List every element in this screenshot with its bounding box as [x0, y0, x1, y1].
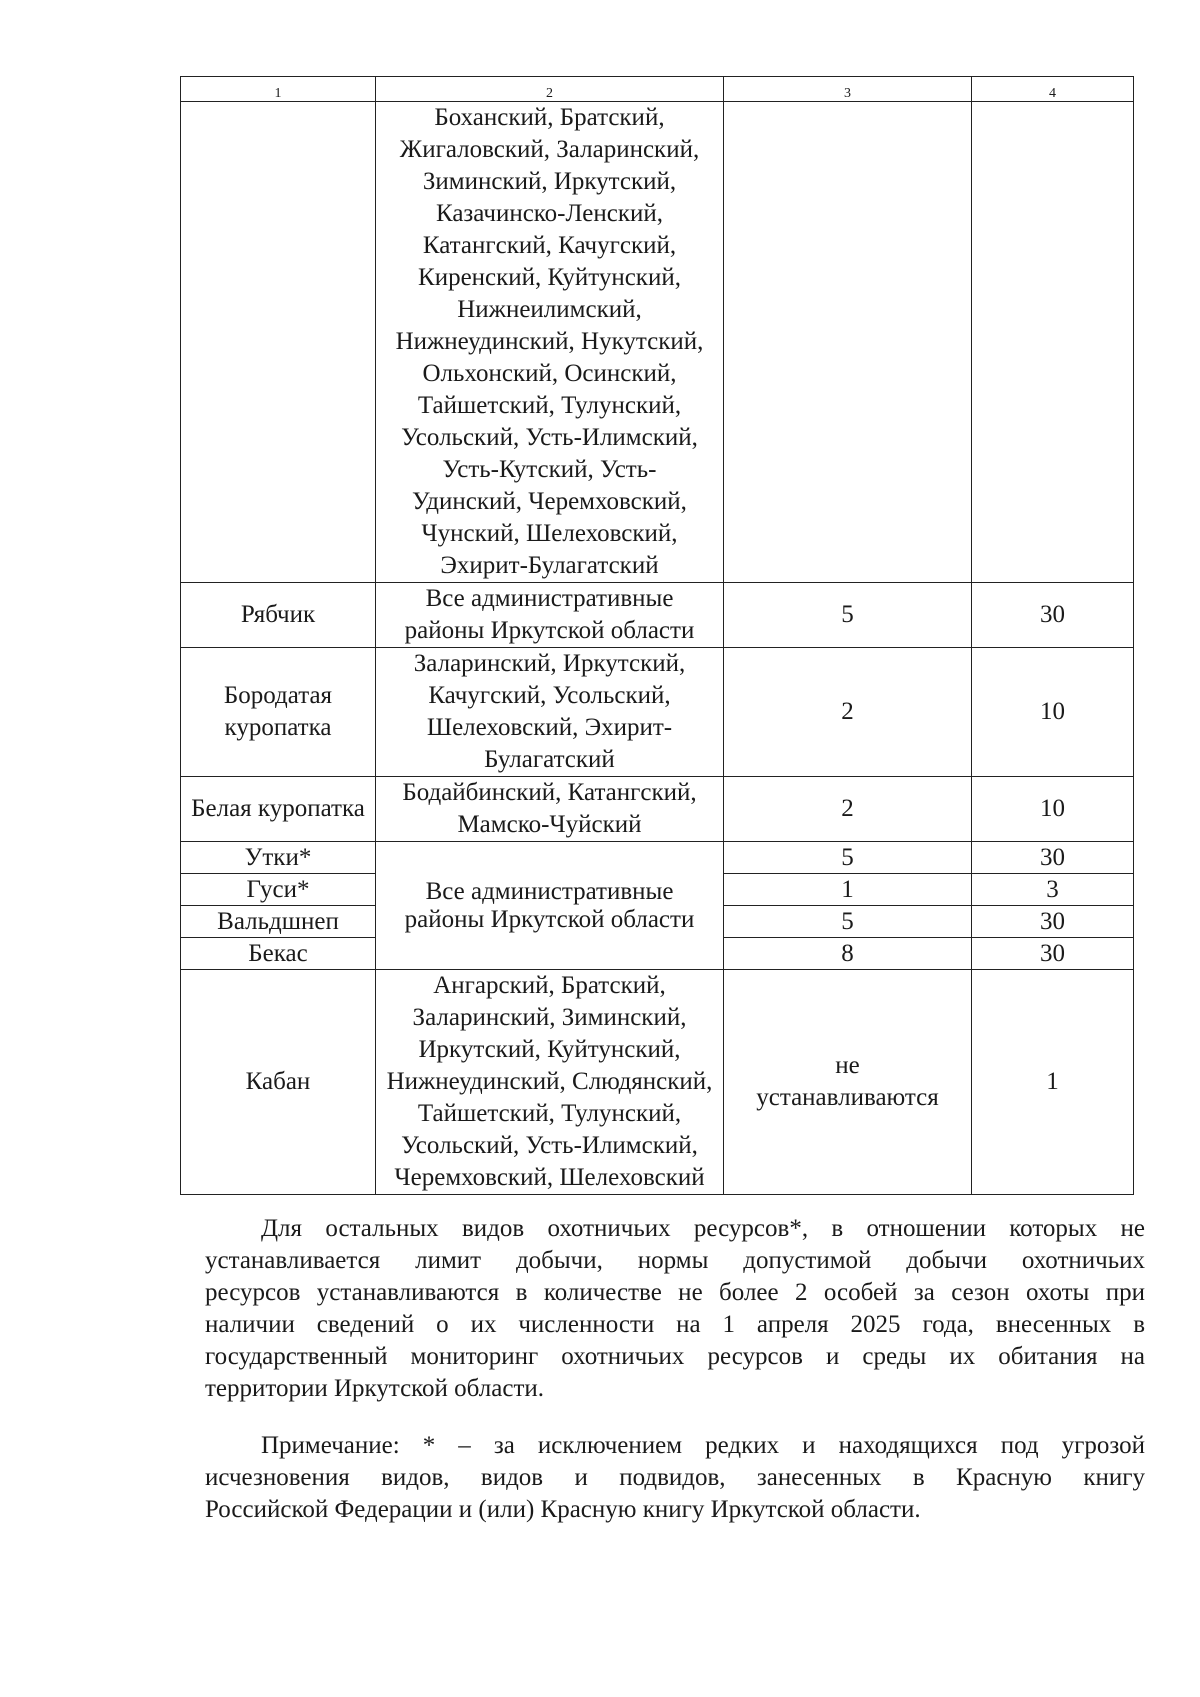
district-line: Иркутский, Куйтунский, [418, 1036, 681, 1063]
per-day-cell: 2 [724, 777, 972, 842]
district-line: Нижнеудинский, Нукутский, [395, 328, 704, 355]
header-col-4: 4 [972, 77, 1134, 102]
per-season-cell: 10 [972, 648, 1134, 777]
note-line: Российской Федерации и (или) Красную книгу Иркутской области. [205, 1496, 921, 1523]
per-day-cell: 1 [724, 874, 972, 906]
district-line: Заларинский, Зиминский, [412, 1004, 687, 1031]
district-line: Катангский, Качугский, [422, 232, 677, 259]
districts-cell [376, 842, 724, 970]
district-line: Заларинский, Иркутский, [413, 650, 686, 677]
district-line: Бодайбинский, Катангский, [402, 779, 697, 806]
paragraph-line: Для остальных видов охотничьих ресурсов*, в отношении которых не [261, 1215, 1145, 1242]
district-line: Усть-Кутский, Усть- [442, 456, 657, 483]
species-cell: Утки* [181, 842, 376, 874]
species-cell: Рябчик [181, 583, 376, 648]
per-season-cell: 10 [972, 777, 1134, 842]
per-day-cell [724, 102, 972, 583]
species-cell: Кабан [181, 970, 376, 1195]
district-line: Черемховский, Шелеховский [394, 1164, 705, 1191]
per-day-line: не [835, 1052, 860, 1079]
per-day-cell [724, 970, 972, 1195]
district-line: Все административные [425, 585, 674, 612]
paragraph-line: государственный мониторинг охотничьих ресурсов и среды их обитания на [205, 1343, 1145, 1370]
district-line: Усольский, Усть-Илимский, [401, 424, 698, 451]
species-cell [181, 102, 376, 583]
note-line: исчезновения видов, видов и подвидов, занесенных в Красную книгу [205, 1464, 1145, 1491]
district-line: Булагатский [484, 746, 615, 773]
district-line: Эхирит-Булагатский [440, 552, 659, 579]
district-line: районы Иркутской области [404, 905, 695, 933]
per-day-cell: 5 [724, 906, 972, 938]
district-line: Тайшетский, Тулунский, [417, 1100, 682, 1127]
district-line: Казачинско-Ленский, [435, 200, 664, 227]
district-line: Ольхонский, Осинский, [422, 360, 677, 387]
table-row-continued [181, 102, 1134, 583]
districts-cell [376, 648, 724, 777]
table-row-belaya [181, 777, 1134, 842]
table-row-ryabchik [181, 583, 1134, 648]
per-season-cell: 1 [972, 970, 1134, 1195]
per-season-cell: 30 [972, 842, 1134, 874]
per-season-cell: 30 [972, 906, 1134, 938]
species-line: Бородатая [223, 682, 333, 709]
district-line: Чунский, Шелеховский, [421, 520, 678, 547]
table-row-borodataya [181, 648, 1134, 777]
species-cell: Гуси* [181, 874, 376, 906]
paragraph-line: устанавливается лимит добычи, нормы допустимой добычи охотничьих [205, 1247, 1145, 1274]
per-day-cell: 5 [724, 842, 972, 874]
district-line: Мамско-Чуйский [457, 811, 642, 838]
per-season-cell: 30 [972, 583, 1134, 648]
district-line: Удинский, Черемховский, [412, 488, 687, 515]
paragraph-line: ресурсов устанавливаются в количестве не более 2 особей за сезон охоты при [205, 1279, 1145, 1306]
districts-cell [376, 970, 724, 1195]
species-cell: Белая куропатка [181, 777, 376, 842]
district-line: Зиминский, Иркутский, [422, 168, 677, 195]
per-day-cell: 5 [724, 583, 972, 648]
header-col-2: 2 [376, 77, 724, 102]
district-line: районы Иркутской области [404, 617, 695, 644]
district-line: Шелеховский, Эхирит- [426, 714, 673, 741]
district-line: Киренский, Куйтунский, [418, 264, 681, 291]
district-line: Все административные [425, 877, 674, 905]
district-line: Нижнеудинский, Слюдянский, [386, 1068, 713, 1095]
note-paragraph [205, 1430, 1145, 1526]
district-line: Боханский, Братский, [434, 104, 665, 131]
species-cell: Бекас [181, 938, 376, 970]
main-paragraph [205, 1213, 1145, 1405]
header-col-1: 1 [181, 77, 376, 102]
district-line: Тайшетский, Тулунский, [417, 392, 682, 419]
hunting-limits-table [180, 76, 1134, 1195]
header-col-3: 3 [724, 77, 972, 102]
species-line: куропатка [224, 714, 332, 741]
table-row-kaban [181, 970, 1134, 1195]
note-line: Примечание: * – за исключением редких и находящихся под угрозой [261, 1432, 1145, 1459]
district-line: Ангарский, Братский, [433, 972, 666, 999]
per-season-cell: 30 [972, 938, 1134, 970]
per-day-line: устанавливаются [756, 1084, 939, 1111]
district-line: Усольский, Усть-Илимский, [401, 1132, 698, 1159]
paragraph-line: территории Иркутской области. [205, 1375, 545, 1402]
district-line: Жигаловский, Заларинский, [399, 136, 700, 163]
table-header-row [181, 77, 1134, 102]
district-line: Качугский, Усольский, [428, 682, 671, 709]
per-season-cell: 3 [972, 874, 1134, 906]
district-line: Нижнеилимский, [457, 296, 642, 323]
species-cell: Вальдшнеп [181, 906, 376, 938]
per-day-cell: 8 [724, 938, 972, 970]
paragraph-line: наличии сведений о их численности на 1 апреля 2025 года, внесенных в [205, 1311, 1145, 1338]
species-cell [181, 648, 376, 777]
districts-cell [376, 102, 724, 583]
table-row-utki [181, 842, 1134, 874]
districts-cell [376, 777, 724, 842]
districts-cell [376, 583, 724, 648]
per-season-cell [972, 102, 1134, 583]
per-day-cell: 2 [724, 648, 972, 777]
